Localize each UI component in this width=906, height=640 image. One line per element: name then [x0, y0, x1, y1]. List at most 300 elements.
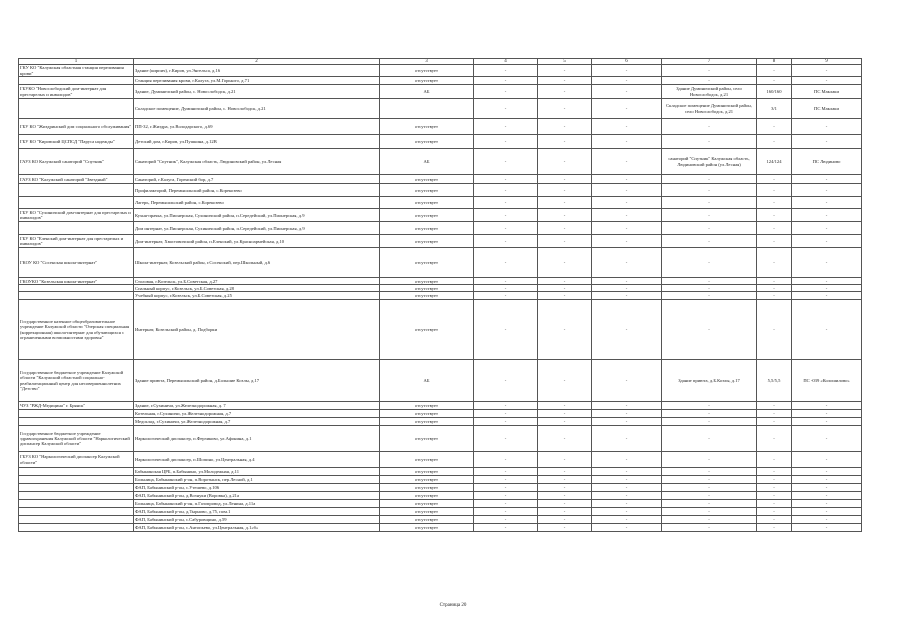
col6-cell: -	[592, 285, 662, 292]
table-row	[19, 65, 862, 77]
backup-power-cell: отсутствует	[380, 410, 474, 418]
capacity-cell: 160/160	[757, 85, 792, 99]
backup-power-cell: отсутствует	[380, 278, 474, 285]
organization-cell: ГКОУ КО "Сосенская школа-интернат"	[19, 248, 134, 278]
col5-cell: -	[538, 452, 592, 468]
organization-cell	[19, 292, 134, 300]
organization-cell: Государственное казенное общеобразовательное учреждение Калужской области "Озерская специальная (коррекционная) школа-интернат для обучающихся с ограниченными возможностями здоровья"	[19, 300, 134, 360]
col4-cell: -	[474, 119, 538, 135]
location-cell: -	[662, 278, 757, 285]
backup-power-cell: отсутствует	[380, 452, 474, 468]
backup-power-cell: отсутствует	[380, 418, 474, 426]
col4-cell: -	[474, 175, 538, 184]
col4-cell: -	[474, 410, 538, 418]
location-cell: -	[662, 476, 757, 484]
organization-cell: Государственное бюджетное учреждение Калужской области "Калужский областной социально-реабилитационный центр для несовершеннолетних "Детство"	[19, 360, 134, 402]
facility-cell: Здание приюта, Перемышльский район, д.Большие Козлы, д.17	[134, 360, 380, 402]
col6-cell: -	[592, 360, 662, 402]
location-cell: -	[662, 222, 757, 235]
col4-cell: -	[474, 360, 538, 402]
col4-cell: -	[474, 85, 538, 99]
location-cell: -	[662, 492, 757, 500]
substation-cell: -	[792, 77, 862, 85]
organization-cell	[19, 500, 134, 508]
facility-cell: ФАП, Бабынинский р-он, с.Сабуровщино, д.59	[134, 516, 380, 524]
col6-cell: -	[592, 135, 662, 149]
facility-cell: Станция переливания крови, г.Калуга, ул.М.Горького, д.71	[134, 77, 380, 85]
facility-cell: Профилакторий, Перемышльский район, с.Корекозево	[134, 184, 380, 197]
facility-cell: Больница, Бабынинский р-он, п.Воротынск, пер.Лесной, д.1	[134, 476, 380, 484]
facility-cell: ФАП, Бабынинский р-он, с.Антопьево, ул.Центральная, д.1«б»	[134, 524, 380, 532]
col4-cell: -	[474, 418, 538, 426]
table-row	[19, 149, 862, 175]
table-row	[19, 418, 862, 426]
organization-cell: Государственное бюджетное учреждение здравоохранения Калужской области "Наркологический диспансер Калужской области"	[19, 426, 134, 452]
substation-cell: -	[792, 500, 862, 508]
col5-cell: -	[538, 248, 592, 278]
col6-cell: -	[592, 500, 662, 508]
backup-power-cell: отсутствует	[380, 500, 474, 508]
col4-cell: -	[474, 508, 538, 516]
table-row	[19, 278, 862, 285]
substation-cell: -	[792, 476, 862, 484]
capacity-cell: -	[757, 175, 792, 184]
col6-cell: -	[592, 516, 662, 524]
facility-cell: Медсклад, г.Сухиничи, ул.Железнодорожная, д.7	[134, 418, 380, 426]
substation-cell: -	[792, 300, 862, 360]
substation-cell: ПС -039 «Колошилово»	[792, 360, 862, 402]
column-number-2: 2	[134, 59, 380, 65]
capacity-cell: -	[757, 410, 792, 418]
facility-cell: Лагерь, Перемышльский район, с.Корекозево	[134, 197, 380, 209]
organization-cell: ГБУ КО "Жиздринский дом социального обслуживания"	[19, 119, 134, 135]
organization-cell	[19, 468, 134, 476]
capacity-cell: 3/1	[757, 99, 792, 119]
location-cell: санаторий "Спутник" Калужская область, Людиновский район (ул.Лесная)	[662, 149, 757, 175]
col6-cell: -	[592, 278, 662, 285]
table-row	[19, 209, 862, 222]
substation-cell: -	[792, 524, 862, 532]
backup-power-cell: отсутствует	[380, 524, 474, 532]
col5-cell: -	[538, 149, 592, 175]
col5-cell: -	[538, 175, 592, 184]
col5-cell: -	[538, 402, 592, 410]
table-row	[19, 484, 862, 492]
facility-cell: Больница, Бабынинский р-он, п.Газопровод, ул.Ленина, д.11а	[134, 500, 380, 508]
backup-power-cell: АБ	[380, 85, 474, 99]
column-number-3: 3	[380, 59, 474, 65]
table-row	[19, 452, 862, 468]
location-cell: -	[662, 235, 757, 248]
table-row	[19, 285, 862, 292]
col5-cell: -	[538, 468, 592, 476]
col6-cell: -	[592, 235, 662, 248]
table-row	[19, 235, 862, 248]
backup-power-cell: отсутствует	[380, 508, 474, 516]
col5-cell: -	[538, 197, 592, 209]
substation-cell: -	[792, 235, 862, 248]
capacity-cell: -	[757, 492, 792, 500]
location-cell: -	[662, 300, 757, 360]
backup-power-cell: отсутствует	[380, 285, 474, 292]
location-cell: Здание приюта, д.Б.Козлы, д.17	[662, 360, 757, 402]
location-cell: -	[662, 77, 757, 85]
facility-cell: Здание, г.Сухиничи, ул.Железнодорожная, д. 7	[134, 402, 380, 410]
substation-cell: -	[792, 410, 862, 418]
organization-cell	[19, 184, 134, 197]
capacity-cell: -	[757, 77, 792, 85]
facilities-table	[18, 58, 862, 532]
col5-cell: -	[538, 85, 592, 99]
organization-cell: ГБУ КО "Кировский ЦСПСД "Паруса надежды"	[19, 135, 134, 149]
col5-cell: -	[538, 426, 592, 452]
table-row	[19, 222, 862, 235]
table-row	[19, 99, 862, 119]
col4-cell: -	[474, 500, 538, 508]
col4-cell: -	[474, 235, 538, 248]
table-row	[19, 524, 862, 532]
col4-cell: -	[474, 197, 538, 209]
facility-cell: Бабынинская ЦРБ, п.Бабынино, ул.Молодежная, д.11	[134, 468, 380, 476]
col6-cell: -	[592, 426, 662, 452]
table-row	[19, 476, 862, 484]
backup-power-cell: отсутствует	[380, 209, 474, 222]
backup-power-cell: отсутствует	[380, 426, 474, 452]
facility-cell: Котельная, г.Сухиничи, ул.Железнодорожная, д.7	[134, 410, 380, 418]
col5-cell: -	[538, 484, 592, 492]
substation-cell: -	[792, 175, 862, 184]
col4-cell: -	[474, 484, 538, 492]
location-cell: -	[662, 418, 757, 426]
capacity-cell: -	[757, 426, 792, 452]
organization-cell: ГКОУКО "Козельская школа-интернат"	[19, 278, 134, 285]
capacity-cell: 5,5/5,5	[757, 360, 792, 402]
col6-cell: -	[592, 410, 662, 418]
col5-cell: -	[538, 292, 592, 300]
organization-cell	[19, 99, 134, 119]
col5-cell: -	[538, 285, 592, 292]
substation-cell: ПС Маклаки	[792, 85, 862, 99]
backup-power-cell: отсутствует	[380, 402, 474, 410]
capacity-cell: -	[757, 222, 792, 235]
table-row	[19, 492, 862, 500]
capacity-cell: -	[757, 184, 792, 197]
table-row	[19, 135, 862, 149]
backup-power-cell	[380, 99, 474, 119]
substation-cell: -	[792, 292, 862, 300]
organization-cell	[19, 492, 134, 500]
facility-cell: Складское помещение, Думиничский район, с. Новослободск, д.21	[134, 99, 380, 119]
capacity-cell: -	[757, 65, 792, 77]
document-sheet	[18, 58, 861, 532]
col5-cell: -	[538, 99, 592, 119]
organization-cell	[19, 516, 134, 524]
substation-cell: -	[792, 484, 862, 492]
col5-cell: -	[538, 184, 592, 197]
substation-cell: -	[792, 278, 862, 285]
location-cell: -	[662, 135, 757, 149]
location-cell: -	[662, 184, 757, 197]
col6-cell: -	[592, 99, 662, 119]
col6-cell: -	[592, 300, 662, 360]
col5-cell: -	[538, 119, 592, 135]
col6-cell: -	[592, 248, 662, 278]
col6-cell: -	[592, 468, 662, 476]
capacity-cell: -	[757, 476, 792, 484]
capacity-cell: -	[757, 209, 792, 222]
capacity-cell: -	[757, 278, 792, 285]
location-cell: -	[662, 285, 757, 292]
substation-cell: -	[792, 418, 862, 426]
backup-power-cell: отсутствует	[380, 119, 474, 135]
backup-power-cell: отсутствует	[380, 248, 474, 278]
facility-cell: Здание (кирпич), г.Киров, ул.Энгельса, д.16	[134, 65, 380, 77]
col6-cell: -	[592, 184, 662, 197]
col5-cell: -	[538, 410, 592, 418]
col4-cell: -	[474, 524, 538, 532]
table-row	[19, 426, 862, 452]
organization-cell	[19, 285, 134, 292]
facility-cell: Кухня-прачка, ул.Пионерская, Сухиничский район, п.Середейский, ул.Пионерская, д.9	[134, 209, 380, 222]
facility-cell: Санаторий "Спутник", Калужская область, Людиновский район, ул.Лесная	[134, 149, 380, 175]
backup-power-cell: отсутствует	[380, 222, 474, 235]
col5-cell: -	[538, 65, 592, 77]
capacity-cell: -	[757, 468, 792, 476]
organization-cell	[19, 77, 134, 85]
col4-cell: -	[474, 285, 538, 292]
facility-cell: ФАП, Бабынинский р-он, д.Тырново, д.75, пом.1	[134, 508, 380, 516]
organization-cell: ГБУ КО "Еленский дом-интернат для престарелых и инвалидов"	[19, 235, 134, 248]
table-row	[19, 248, 862, 278]
col4-cell: -	[474, 426, 538, 452]
table-row	[19, 508, 862, 516]
organization-cell: ГБУЗ КО "Наркологический диспансер Калужской области"	[19, 452, 134, 468]
col4-cell: -	[474, 292, 538, 300]
col6-cell: -	[592, 524, 662, 532]
organization-cell: ГБУКО "Новослободский дом-интернат для престарелых и инвалидов"	[19, 85, 134, 99]
table-row	[19, 119, 862, 135]
table-row	[19, 175, 862, 184]
col5-cell: -	[538, 500, 592, 508]
col5-cell: -	[538, 418, 592, 426]
location-cell: -	[662, 508, 757, 516]
location-cell: -	[662, 175, 757, 184]
capacity-cell: -	[757, 418, 792, 426]
location-cell: -	[662, 292, 757, 300]
organization-cell	[19, 508, 134, 516]
col6-cell: -	[592, 149, 662, 175]
col4-cell: -	[474, 65, 538, 77]
table-row	[19, 292, 862, 300]
organization-cell: ГКУ КО "Калужская областная станция переливания крови"	[19, 65, 134, 77]
location-cell: -	[662, 402, 757, 410]
column-number-4: 4	[474, 59, 538, 65]
col6-cell: -	[592, 197, 662, 209]
col6-cell: -	[592, 484, 662, 492]
capacity-cell: -	[757, 292, 792, 300]
col4-cell: -	[474, 468, 538, 476]
capacity-cell: -	[757, 285, 792, 292]
backup-power-cell: отсутствует	[380, 468, 474, 476]
col6-cell: -	[592, 476, 662, 484]
facility-cell: Санаторий, г.Калуга, Горенский бор, д.7	[134, 175, 380, 184]
table-row	[19, 516, 862, 524]
backup-power-cell: отсутствует	[380, 135, 474, 149]
substation-cell: -	[792, 248, 862, 278]
col5-cell: -	[538, 516, 592, 524]
substation-cell: -	[792, 402, 862, 410]
table-row	[19, 85, 862, 99]
capacity-cell: -	[757, 516, 792, 524]
backup-power-cell: отсутствует	[380, 492, 474, 500]
col6-cell: -	[592, 222, 662, 235]
capacity-cell: -	[757, 452, 792, 468]
substation-cell: -	[792, 135, 862, 149]
organization-cell	[19, 418, 134, 426]
facility-cell: ФАП, Бабынинский р-он, с.Утешево, д.106	[134, 484, 380, 492]
organization-cell	[19, 410, 134, 418]
table-row	[19, 410, 862, 418]
substation-cell: -	[792, 184, 862, 197]
backup-power-cell: отсутствует	[380, 184, 474, 197]
capacity-cell: -	[757, 300, 792, 360]
organization-cell: ГБУ КО "Сухиничский дом-интернат для престарелых и инвалидов"	[19, 209, 134, 222]
capacity-cell: -	[757, 135, 792, 149]
facility-cell: ФАП, Бабынинский р-он, д.Вознуки (Воровка), д.21а	[134, 492, 380, 500]
capacity-cell: 124/124	[757, 149, 792, 175]
facility-cell: Столовая, г.Козельск, ул.Б.Советская, д.27	[134, 278, 380, 285]
location-cell: -	[662, 468, 757, 476]
col4-cell: -	[474, 492, 538, 500]
substation-cell: -	[792, 468, 862, 476]
col6-cell: -	[592, 209, 662, 222]
col5-cell: -	[538, 235, 592, 248]
page-number: Страница 20	[439, 603, 467, 608]
column-number-8: 8	[757, 59, 792, 65]
col4-cell: -	[474, 402, 538, 410]
col6-cell: -	[592, 492, 662, 500]
capacity-cell: -	[757, 197, 792, 209]
col4-cell: -	[474, 278, 538, 285]
table-row	[19, 184, 862, 197]
col5-cell: -	[538, 222, 592, 235]
backup-power-cell: отсутствует	[380, 516, 474, 524]
facility-cell: ПП-32, г.Жиздра, ул.Володарского, д.69	[134, 119, 380, 135]
facility-cell: Детский дом, г.Киров, ул.Пушкина, д.12В	[134, 135, 380, 149]
substation-cell: -	[792, 222, 862, 235]
table-row	[19, 500, 862, 508]
organization-cell	[19, 197, 134, 209]
substation-cell: -	[792, 119, 862, 135]
capacity-cell: -	[757, 500, 792, 508]
backup-power-cell: отсутствует	[380, 197, 474, 209]
organization-cell: ГАУЗ КО "Калужский санаторий "Звездный"	[19, 175, 134, 184]
col5-cell: -	[538, 492, 592, 500]
substation-cell: -	[792, 65, 862, 77]
location-cell: Складское помещение Думиничский район, село Новослободск, д.21	[662, 99, 757, 119]
column-number-1: 1	[19, 59, 134, 65]
location-cell: -	[662, 65, 757, 77]
col6-cell: -	[592, 85, 662, 99]
facility-cell: Наркологический диспансер, п.Шопино, ул.Центральная, д.4	[134, 452, 380, 468]
col6-cell: -	[592, 508, 662, 516]
col4-cell: -	[474, 135, 538, 149]
backup-power-cell: отсутствует	[380, 292, 474, 300]
location-cell: -	[662, 410, 757, 418]
substation-cell: ПС Маклаки	[792, 99, 862, 119]
col5-cell: -	[538, 135, 592, 149]
column-number-5: 5	[538, 59, 592, 65]
organization-cell	[19, 222, 134, 235]
backup-power-cell: отсутствует	[380, 484, 474, 492]
backup-power-cell: отсутствует	[380, 77, 474, 85]
facility-cell: Дом-интернат, Хвастовичский район, п.Еленский, ул.Красноармейская, д.10	[134, 235, 380, 248]
capacity-cell: -	[757, 508, 792, 516]
col6-cell: -	[592, 119, 662, 135]
capacity-cell: -	[757, 484, 792, 492]
col4-cell: -	[474, 476, 538, 484]
location-cell: -	[662, 119, 757, 135]
facility-cell: Наркологический диспансер, п.Ферзиково, ул.Афонина, д.1	[134, 426, 380, 452]
substation-cell: -	[792, 508, 862, 516]
col4-cell: -	[474, 99, 538, 119]
col4-cell: -	[474, 222, 538, 235]
backup-power-cell: отсутствует	[380, 175, 474, 184]
location-cell: -	[662, 500, 757, 508]
substation-cell: -	[792, 209, 862, 222]
substation-cell: -	[792, 516, 862, 524]
capacity-cell: -	[757, 235, 792, 248]
capacity-cell: -	[757, 119, 792, 135]
location-cell: -	[662, 516, 757, 524]
substation-cell: -	[792, 492, 862, 500]
location-cell: -	[662, 426, 757, 452]
col5-cell: -	[538, 278, 592, 285]
capacity-cell: -	[757, 248, 792, 278]
location-cell: -	[662, 248, 757, 278]
col6-cell: -	[592, 292, 662, 300]
facility-cell: Здание, Думиничский район, с. Новослободск, д.21	[134, 85, 380, 99]
organization-cell	[19, 476, 134, 484]
substation-cell: -	[792, 452, 862, 468]
column-number-9: 9	[792, 59, 862, 65]
organization-cell: ЧУЗ "РЖД-Медицина" г. Брянск"	[19, 402, 134, 410]
substation-cell: ПС Людиново	[792, 149, 862, 175]
col4-cell: -	[474, 248, 538, 278]
col5-cell: -	[538, 524, 592, 532]
substation-cell: -	[792, 426, 862, 452]
col4-cell: -	[474, 77, 538, 85]
facility-cell: Интернат, Козельский район, д. Подборки	[134, 300, 380, 360]
capacity-cell: -	[757, 524, 792, 532]
organization-cell	[19, 524, 134, 532]
backup-power-cell: отсутствует	[380, 235, 474, 248]
location-cell: Здание Думиничский район, село Новослободск, д.21	[662, 85, 757, 99]
substation-cell: -	[792, 285, 862, 292]
col5-cell: -	[538, 360, 592, 402]
table-row	[19, 360, 862, 402]
col5-cell: -	[538, 508, 592, 516]
location-cell: -	[662, 484, 757, 492]
backup-power-cell: АБ	[380, 360, 474, 402]
col4-cell: -	[474, 209, 538, 222]
backup-power-cell: отсутствует	[380, 476, 474, 484]
col6-cell: -	[592, 452, 662, 468]
table-row	[19, 300, 862, 360]
location-cell: -	[662, 524, 757, 532]
col4-cell: -	[474, 300, 538, 360]
col5-cell: -	[538, 476, 592, 484]
